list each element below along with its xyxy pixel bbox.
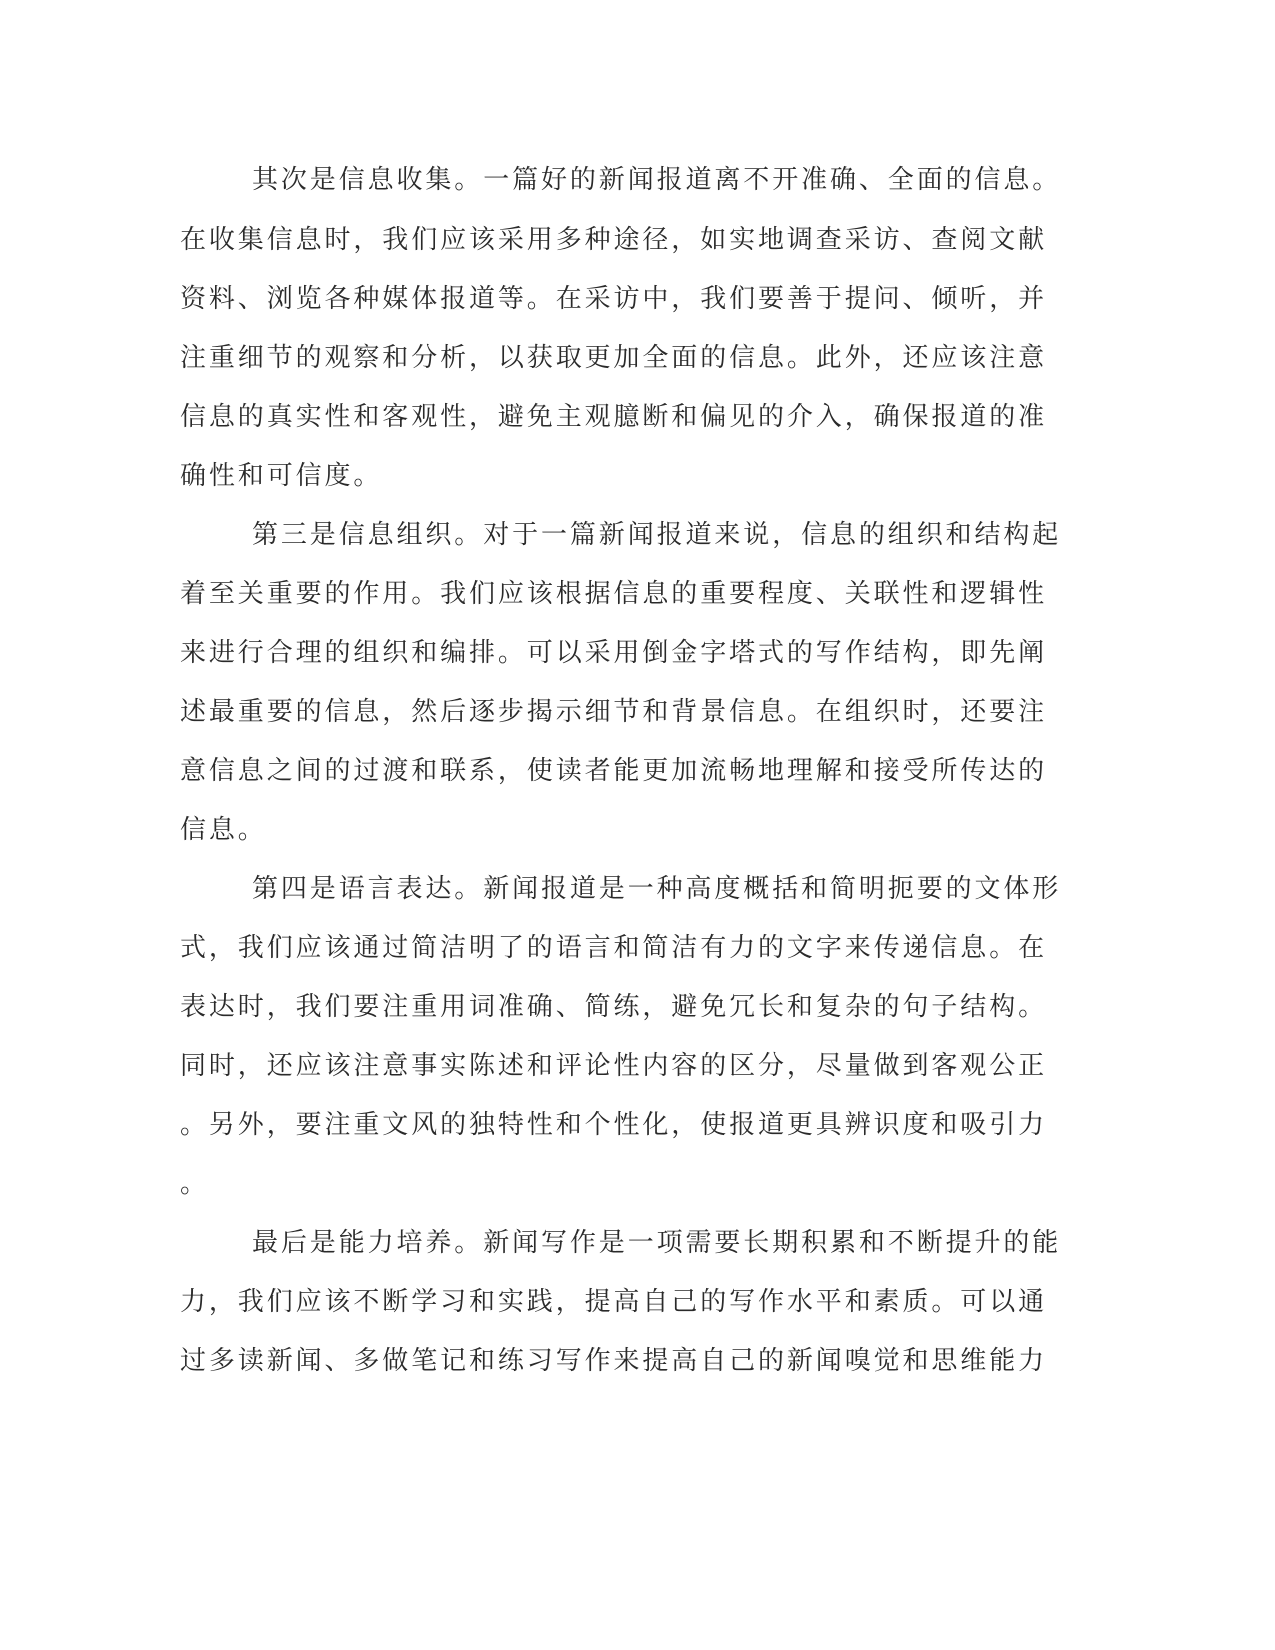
text-line: 信息的真实性和客观性，避免主观臆断和偏见的介入，确保报道的准 bbox=[180, 402, 1048, 432]
text-line: 确性和可信度。 bbox=[180, 461, 383, 491]
text-line: 在收集信息时，我们应该采用多种途径，如实地调查采访、查阅文献 bbox=[180, 225, 1048, 255]
text-line: 着至关重要的作用。我们应该根据信息的重要程度、关联性和逻辑性 bbox=[180, 579, 1048, 609]
text-line: 第三是信息组织。对于一篇新闻报道来说，信息的组织和结构起 bbox=[252, 520, 1062, 550]
text-line: 资料、浏览各种媒体报道等。在采访中，我们要善于提问、倾听，并 bbox=[180, 284, 1048, 314]
text-line: 。另外，要注重文风的独特性和个性化，使报道更具辨识度和吸引力 bbox=[180, 1110, 1048, 1140]
text-line: 其次是信息收集。一篇好的新闻报道离不开准确、全面的信息。 bbox=[252, 165, 1062, 195]
text-line: 。 bbox=[180, 1169, 209, 1199]
text-line: 过多读新闻、多做笔记和练习写作来提高自己的新闻嗅觉和思维能力 bbox=[180, 1346, 1048, 1376]
text-line: 注重细节的观察和分析，以获取更加全面的信息。此外，还应该注意 bbox=[180, 343, 1048, 373]
text-line: 式，我们应该通过简洁明了的语言和简洁有力的文字来传递信息。在 bbox=[180, 933, 1048, 963]
text-line: 最后是能力培养。新闻写作是一项需要长期积累和不断提升的能 bbox=[252, 1228, 1062, 1258]
text-line: 意信息之间的过渡和联系，使读者能更加流畅地理解和接受所传达的 bbox=[180, 756, 1048, 786]
text-line: 第四是语言表达。新闻报道是一种高度概括和简明扼要的文体形 bbox=[252, 874, 1062, 904]
text-line: 表达时，我们要注重用词准确、简练，避免冗长和复杂的句子结构。 bbox=[180, 992, 1048, 1022]
text-line: 力，我们应该不断学习和实践，提高自己的写作水平和素质。可以通 bbox=[180, 1287, 1048, 1317]
text-line: 信息。 bbox=[180, 815, 267, 845]
text-line: 同时，还应该注意事实陈述和评论性内容的区分，尽量做到客观公正 bbox=[180, 1051, 1048, 1081]
text-line: 述最重要的信息，然后逐步揭示细节和背景信息。在组织时，还要注 bbox=[180, 697, 1048, 727]
text-line: 来进行合理的组织和编排。可以采用倒金字塔式的写作结构，即先阐 bbox=[180, 638, 1048, 668]
